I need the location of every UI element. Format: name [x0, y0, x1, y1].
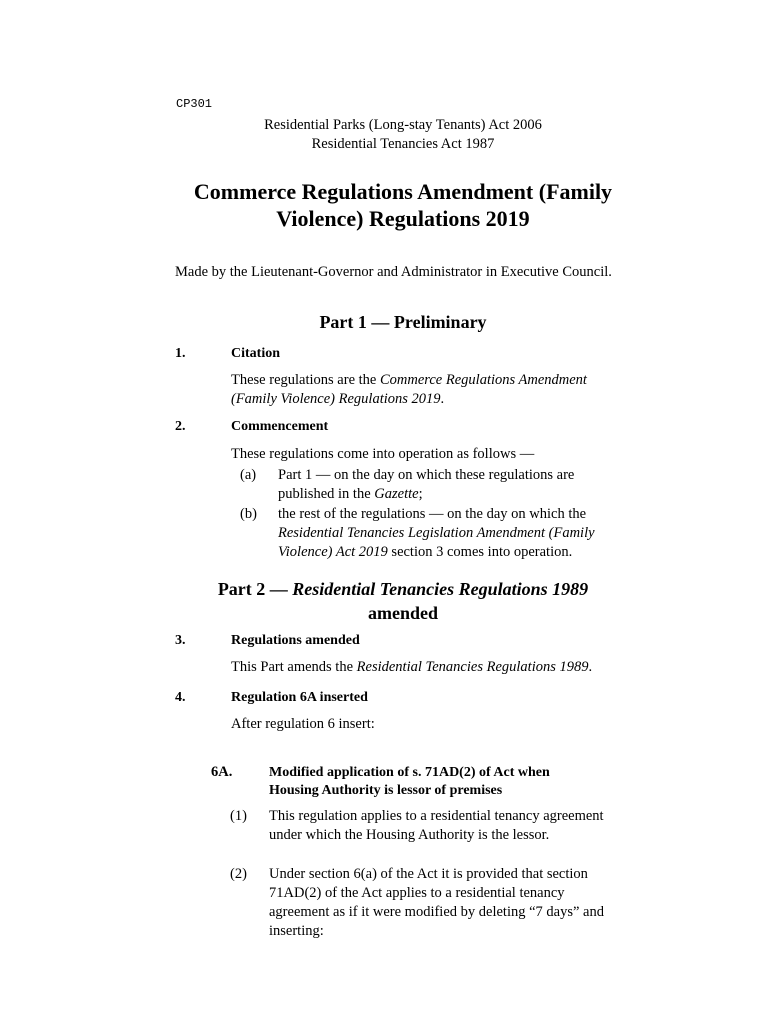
paragraph-a-label: (a) [240, 467, 257, 483]
subregulation-1-label: (1) [230, 808, 247, 824]
document-title [0, 178, 770, 232]
subregulation-1-text: This regulation applies to a residential tenancy agreement under which the Housing Authority is the lessor. [269, 808, 604, 843]
act-line: Residential Tenancies Act 1987 [311, 136, 495, 152]
section-2-number: 2. [175, 419, 186, 434]
section-3-text: This Part amends the Residential Tenancies Regulations 1989. [231, 659, 593, 675]
part-2-heading: Part 2 — Residential Tenancies Regulations 1989 amended [217, 579, 589, 623]
act-line: Residential Parks (Long-stay Tenants) Act 2006 [264, 117, 542, 133]
paragraph-a-text: Part 1 — on the day on which these regulations are published in the Gazette; [278, 467, 575, 502]
related-acts [0, 116, 770, 154]
section-3-number: 3. [175, 633, 186, 648]
paragraph-b-text: the rest of the regulations — on the day on which the Residential Tenancies Legislation Amendment (Family Violence) Act 2019 section 3 comes into operation. [278, 506, 595, 560]
paragraph-b-label: (b) [240, 506, 257, 522]
section-1-heading: Citation [231, 346, 280, 361]
title-line-1: Commerce Regulations Amendment (Family [193, 179, 613, 204]
regulation-6a-number: 6A. [211, 764, 233, 780]
section-4-heading: Regulation 6A inserted [231, 690, 368, 705]
section-2-intro: These regulations come into operation as follows — [231, 446, 535, 462]
section-4-number: 4. [175, 690, 186, 705]
regulation-6a-heading: Modified application of s. 71AD(2) of Act when Housing Authority is lessor of premises [269, 765, 550, 798]
section-1-text: These regulations are the Commerce Regulations Amendment (Family Violence) Regulations 2019. [231, 372, 587, 407]
section-4-text: After regulation 6 insert: [231, 716, 375, 732]
citation-name: Commerce Regulations Amendment (Family Violence) Regulations 2019 [231, 372, 587, 407]
subregulation-2-text: Under section 6(a) of the Act it is provided that section 71AD(2) of the Act applies to a residential tenancy agreement as if it were modified by deleting “7 days” and inserting: [269, 866, 604, 939]
document-code: CP301 [176, 97, 213, 111]
section-2-heading: Commencement [231, 419, 329, 434]
title-line-2: Violence) Regulations 2019 [276, 206, 530, 231]
section-1-number: 1. [175, 346, 186, 361]
part-1-heading: Part 1 — Preliminary [319, 312, 487, 332]
section-3-heading: Regulations amended [231, 633, 360, 648]
enacting-formula: Made by the Lieutenant-Governor and Administrator in Executive Council. [175, 264, 612, 280]
subregulation-2-label: (2) [230, 866, 247, 882]
